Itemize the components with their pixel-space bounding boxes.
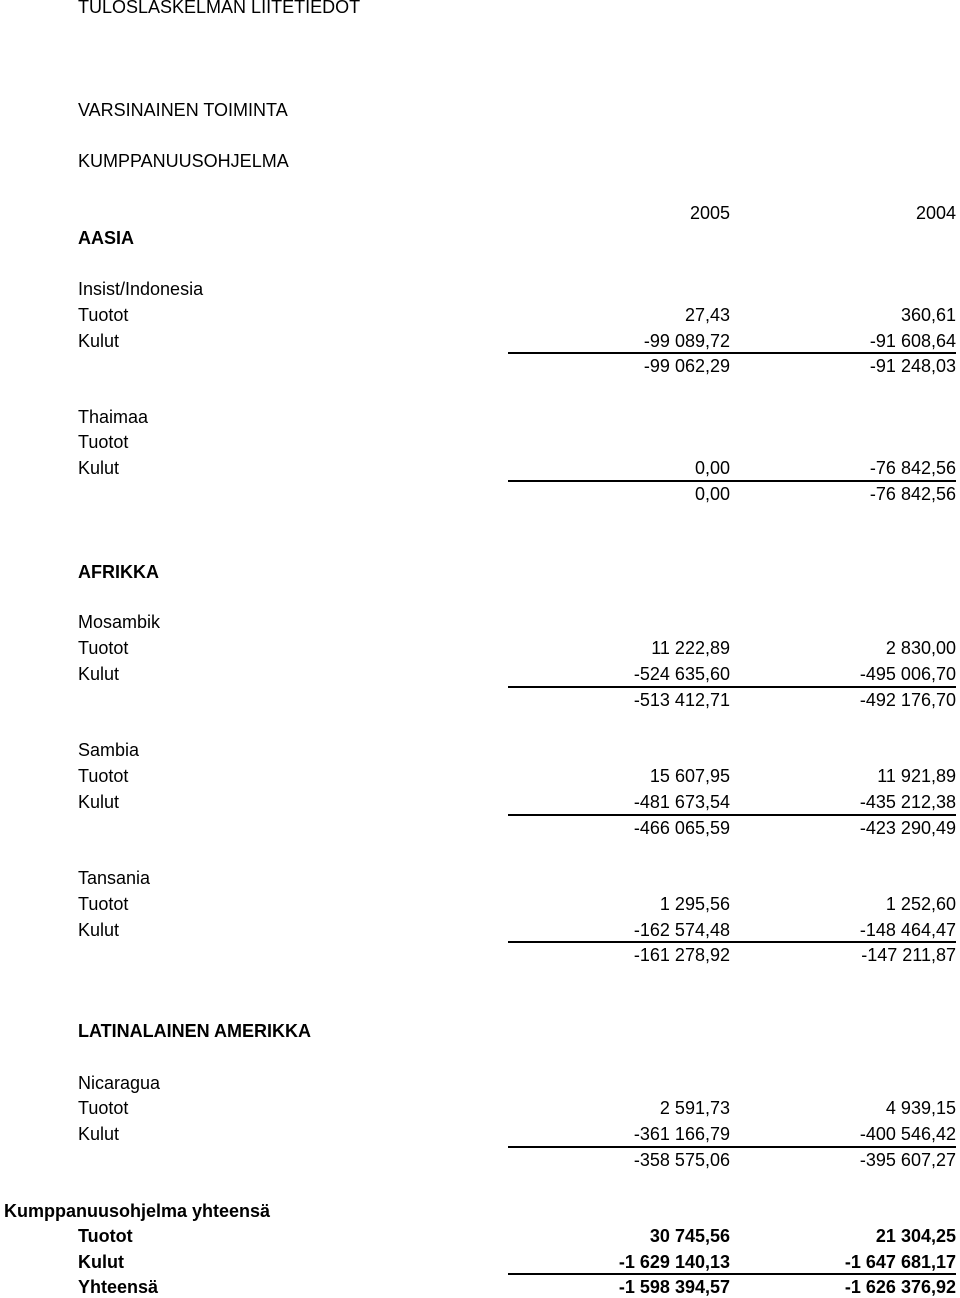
summary-rule [508,1273,956,1275]
value-2004: 11 921,89 [877,766,956,786]
year-current-header: 2005 [689,203,730,223]
row-label-kulut: Kulut [78,664,120,684]
summary-label-total: Yhteensä [78,1277,159,1297]
subtotal-2005: -99 062,29 [643,356,730,376]
subtotal-rule [508,480,956,482]
country-name-mosambik: Mosambik [78,612,161,632]
value-2004: -76 842,56 [869,458,956,478]
country-name-sambia: Sambia [78,740,140,760]
row-label-tuotot: Tuotot [78,305,129,325]
value-2005: -361 166,79 [633,1124,730,1144]
subtotal-2004: -423 290,49 [859,818,956,838]
value-2005: -524 635,60 [633,664,730,684]
summary-value-2005: 30 745,56 [649,1226,730,1246]
value-2004: 2 830,00 [885,638,956,658]
row-label-kulut: Kulut [78,331,120,351]
value-2004: -400 546,42 [859,1124,956,1144]
summary-value-2005: -1 629 140,13 [618,1252,730,1272]
row-label-tuotot: Tuotot [78,766,129,786]
value-2004: 360,61 [900,305,956,325]
row-label-kulut: Kulut [78,1124,120,1144]
region-heading-africa: AFRIKKA [78,562,159,582]
value-2005: 2 591,73 [659,1098,730,1118]
subtotal-2005: -358 575,06 [633,1150,730,1170]
subtotal-2005: -513 412,71 [633,690,730,710]
summary-value-2004: -1 647 681,17 [844,1252,956,1272]
value-2005: -481 673,54 [633,792,730,812]
subtotal-rule [508,941,956,943]
subtotal-rule [508,352,956,354]
value-2004: -435 212,38 [859,792,956,812]
summary-label-tuotot: Tuotot [78,1226,133,1246]
value-2004: -91 608,64 [869,331,956,351]
section-title: VARSINAINEN TOIMINTA [78,100,288,120]
row-label-kulut: Kulut [78,792,120,812]
subtotal-2005: -161 278,92 [633,945,730,965]
value-2005: -162 574,48 [633,920,730,940]
country-name-indonesia: Insist/Indonesia [78,279,204,299]
country-name-tansania: Tansania [78,868,151,888]
subtotal-2005: -466 065,59 [633,818,730,838]
row-label-tuotot: Tuotot [78,432,129,452]
row-label-tuotot: Tuotot [78,894,129,914]
row-label-kulut: Kulut [78,458,120,478]
country-name-nicaragua: Nicaragua [78,1073,161,1093]
summary-total-2004: -1 626 376,92 [844,1277,956,1297]
value-2005: -99 089,72 [643,331,730,351]
value-2004: 1 252,60 [885,894,956,914]
row-label-kulut: Kulut [78,920,120,940]
region-heading-latin-america: LATINALAINEN AMERIKKA [78,1021,311,1041]
summary-label-kulut: Kulut [78,1252,124,1272]
subtotal-2004: -76 842,56 [869,484,956,504]
subtotal-2004: -147 211,87 [861,945,956,965]
subtotal-2004: -91 248,03 [869,356,956,376]
row-label-tuotot: Tuotot [78,1098,129,1118]
subtotal-2005: 0,00 [694,484,730,504]
subsection-title: KUMPPANUUSOHJELMA [78,151,289,171]
summary-heading: Kumppanuusohjelma yhteensä [4,1201,271,1221]
value-2004: -148 464,47 [859,920,956,940]
value-2005: 27,43 [684,305,730,325]
page-title: TULOSLASKELMAN LIITETIEDOT [78,0,361,17]
value-2005: 11 222,89 [651,638,730,658]
country-name-thaimaa: Thaimaa [78,407,149,427]
subtotal-rule [508,1146,956,1148]
subtotal-rule [508,686,956,688]
subtotal-2004: -492 176,70 [859,690,956,710]
year-previous-header: 2004 [915,203,956,223]
value-2005: 0,00 [694,458,730,478]
region-heading-asia: AASIA [78,228,135,248]
value-2004: 4 939,15 [885,1098,956,1118]
value-2005: 1 295,56 [659,894,730,914]
subtotal-rule [508,814,956,816]
summary-value-2004: 21 304,25 [875,1226,956,1246]
value-2005: 15 607,95 [649,766,730,786]
value-2004: -495 006,70 [859,664,956,684]
subtotal-2004: -395 607,27 [859,1150,956,1170]
row-label-tuotot: Tuotot [78,638,129,658]
summary-total-2005: -1 598 394,57 [618,1277,730,1297]
